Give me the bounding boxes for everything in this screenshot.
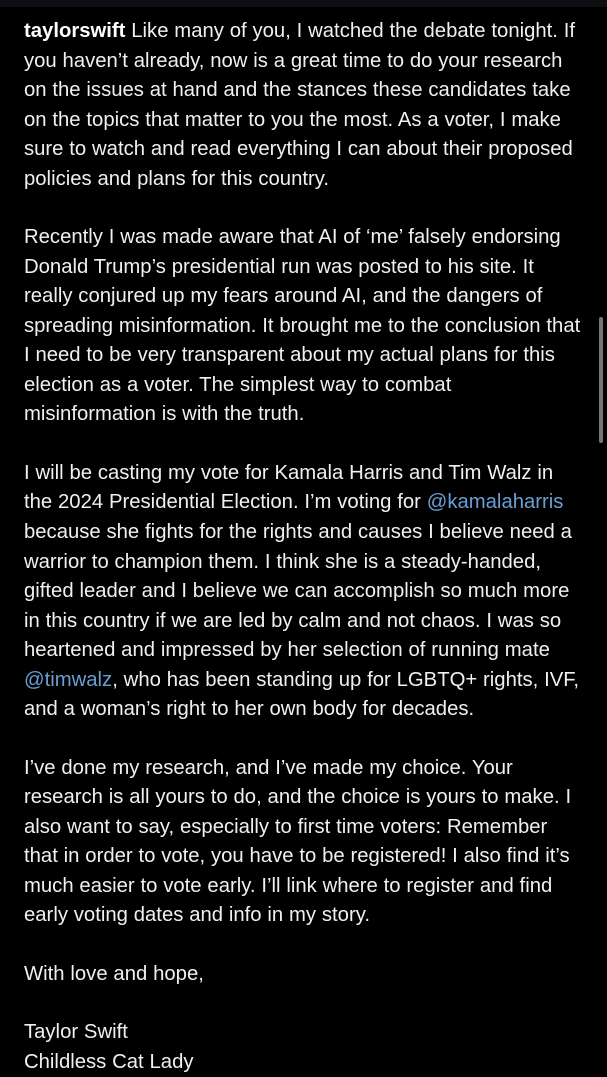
caption-paragraph bbox=[24, 17, 583, 194]
caption-text-run: , who has been standing up for LGBTQ+ rights, IVF, and a woman’s right to her own body for decades. bbox=[24, 668, 580, 721]
caption-paragraph bbox=[24, 960, 583, 990]
post-caption-container bbox=[0, 7, 607, 1073]
paragraph-gap bbox=[24, 725, 583, 754]
caption-text-run: Like many of you, I watched the debate tonight. If you haven’t already, now is a great time to do your research on the issues at hand and the stances these candidates take on the topics that matter to you the most. As a voter, I make sure to watch and read everything I can about their proposed policies and plans for this country. bbox=[24, 20, 576, 190]
post-username[interactable]: taylorswift bbox=[24, 20, 126, 42]
scrollbar-thumb[interactable] bbox=[599, 317, 603, 443]
caption-text-run: I will be casting my vote for Kamala Harris and Tim Walz in the 2024 Presidential Election. I’m voting for bbox=[24, 461, 554, 514]
caption-paragraph bbox=[24, 754, 583, 931]
caption-paragraph bbox=[24, 1048, 583, 1077]
caption-paragraph bbox=[24, 223, 583, 430]
paragraph-gap bbox=[24, 931, 583, 960]
mention-link[interactable]: @timwalz bbox=[24, 668, 113, 691]
caption-text-run: Childless Cat Lady bbox=[24, 1050, 194, 1073]
caption-text-run: I’ve done my research, and I’ve made my choice. Your research is all yours to do, and the choice is yours to make. I also want to say, especially to first time voters: Remember that in order to vote, you have to be registered! I also find it’s much easier to vote early. I’ll link where to register and find early voting dates and info in my story. bbox=[24, 756, 572, 927]
paragraph-gap bbox=[24, 989, 583, 1018]
caption-paragraph bbox=[24, 1018, 583, 1048]
caption-paragraph bbox=[24, 459, 583, 725]
caption-text-run: Recently I was made aware that AI of ‘me’ falsely endorsing Donald Trump’s presidential run was posted to his site. It really conjured up my fears around AI, and the dangers of spreading misinformation. It brought me to the conclusion that I need to be very transparent about my actual plans for this election as a voter. The simplest way to combat misinformation is with the truth. bbox=[24, 226, 581, 426]
caption-text-run: because she fights for the rights and causes I believe need a warrior to champion them. I think she is a steady-handed, gifted leader and I believe we can accomplish so much more in this country if we are led by calm and not chaos. I was so heartened and impressed by her selection of running mate bbox=[24, 520, 572, 662]
post-caption-text bbox=[24, 17, 583, 1077]
paragraph-gap bbox=[24, 430, 583, 459]
top-strip bbox=[0, 0, 607, 7]
scrollbar-track[interactable] bbox=[601, 7, 605, 1024]
paragraph-gap bbox=[24, 194, 583, 223]
caption-text-run: With love and hope, bbox=[24, 962, 204, 985]
caption-text-run: Taylor Swift bbox=[24, 1021, 128, 1044]
mention-link[interactable]: @kamalaharris bbox=[426, 491, 564, 514]
